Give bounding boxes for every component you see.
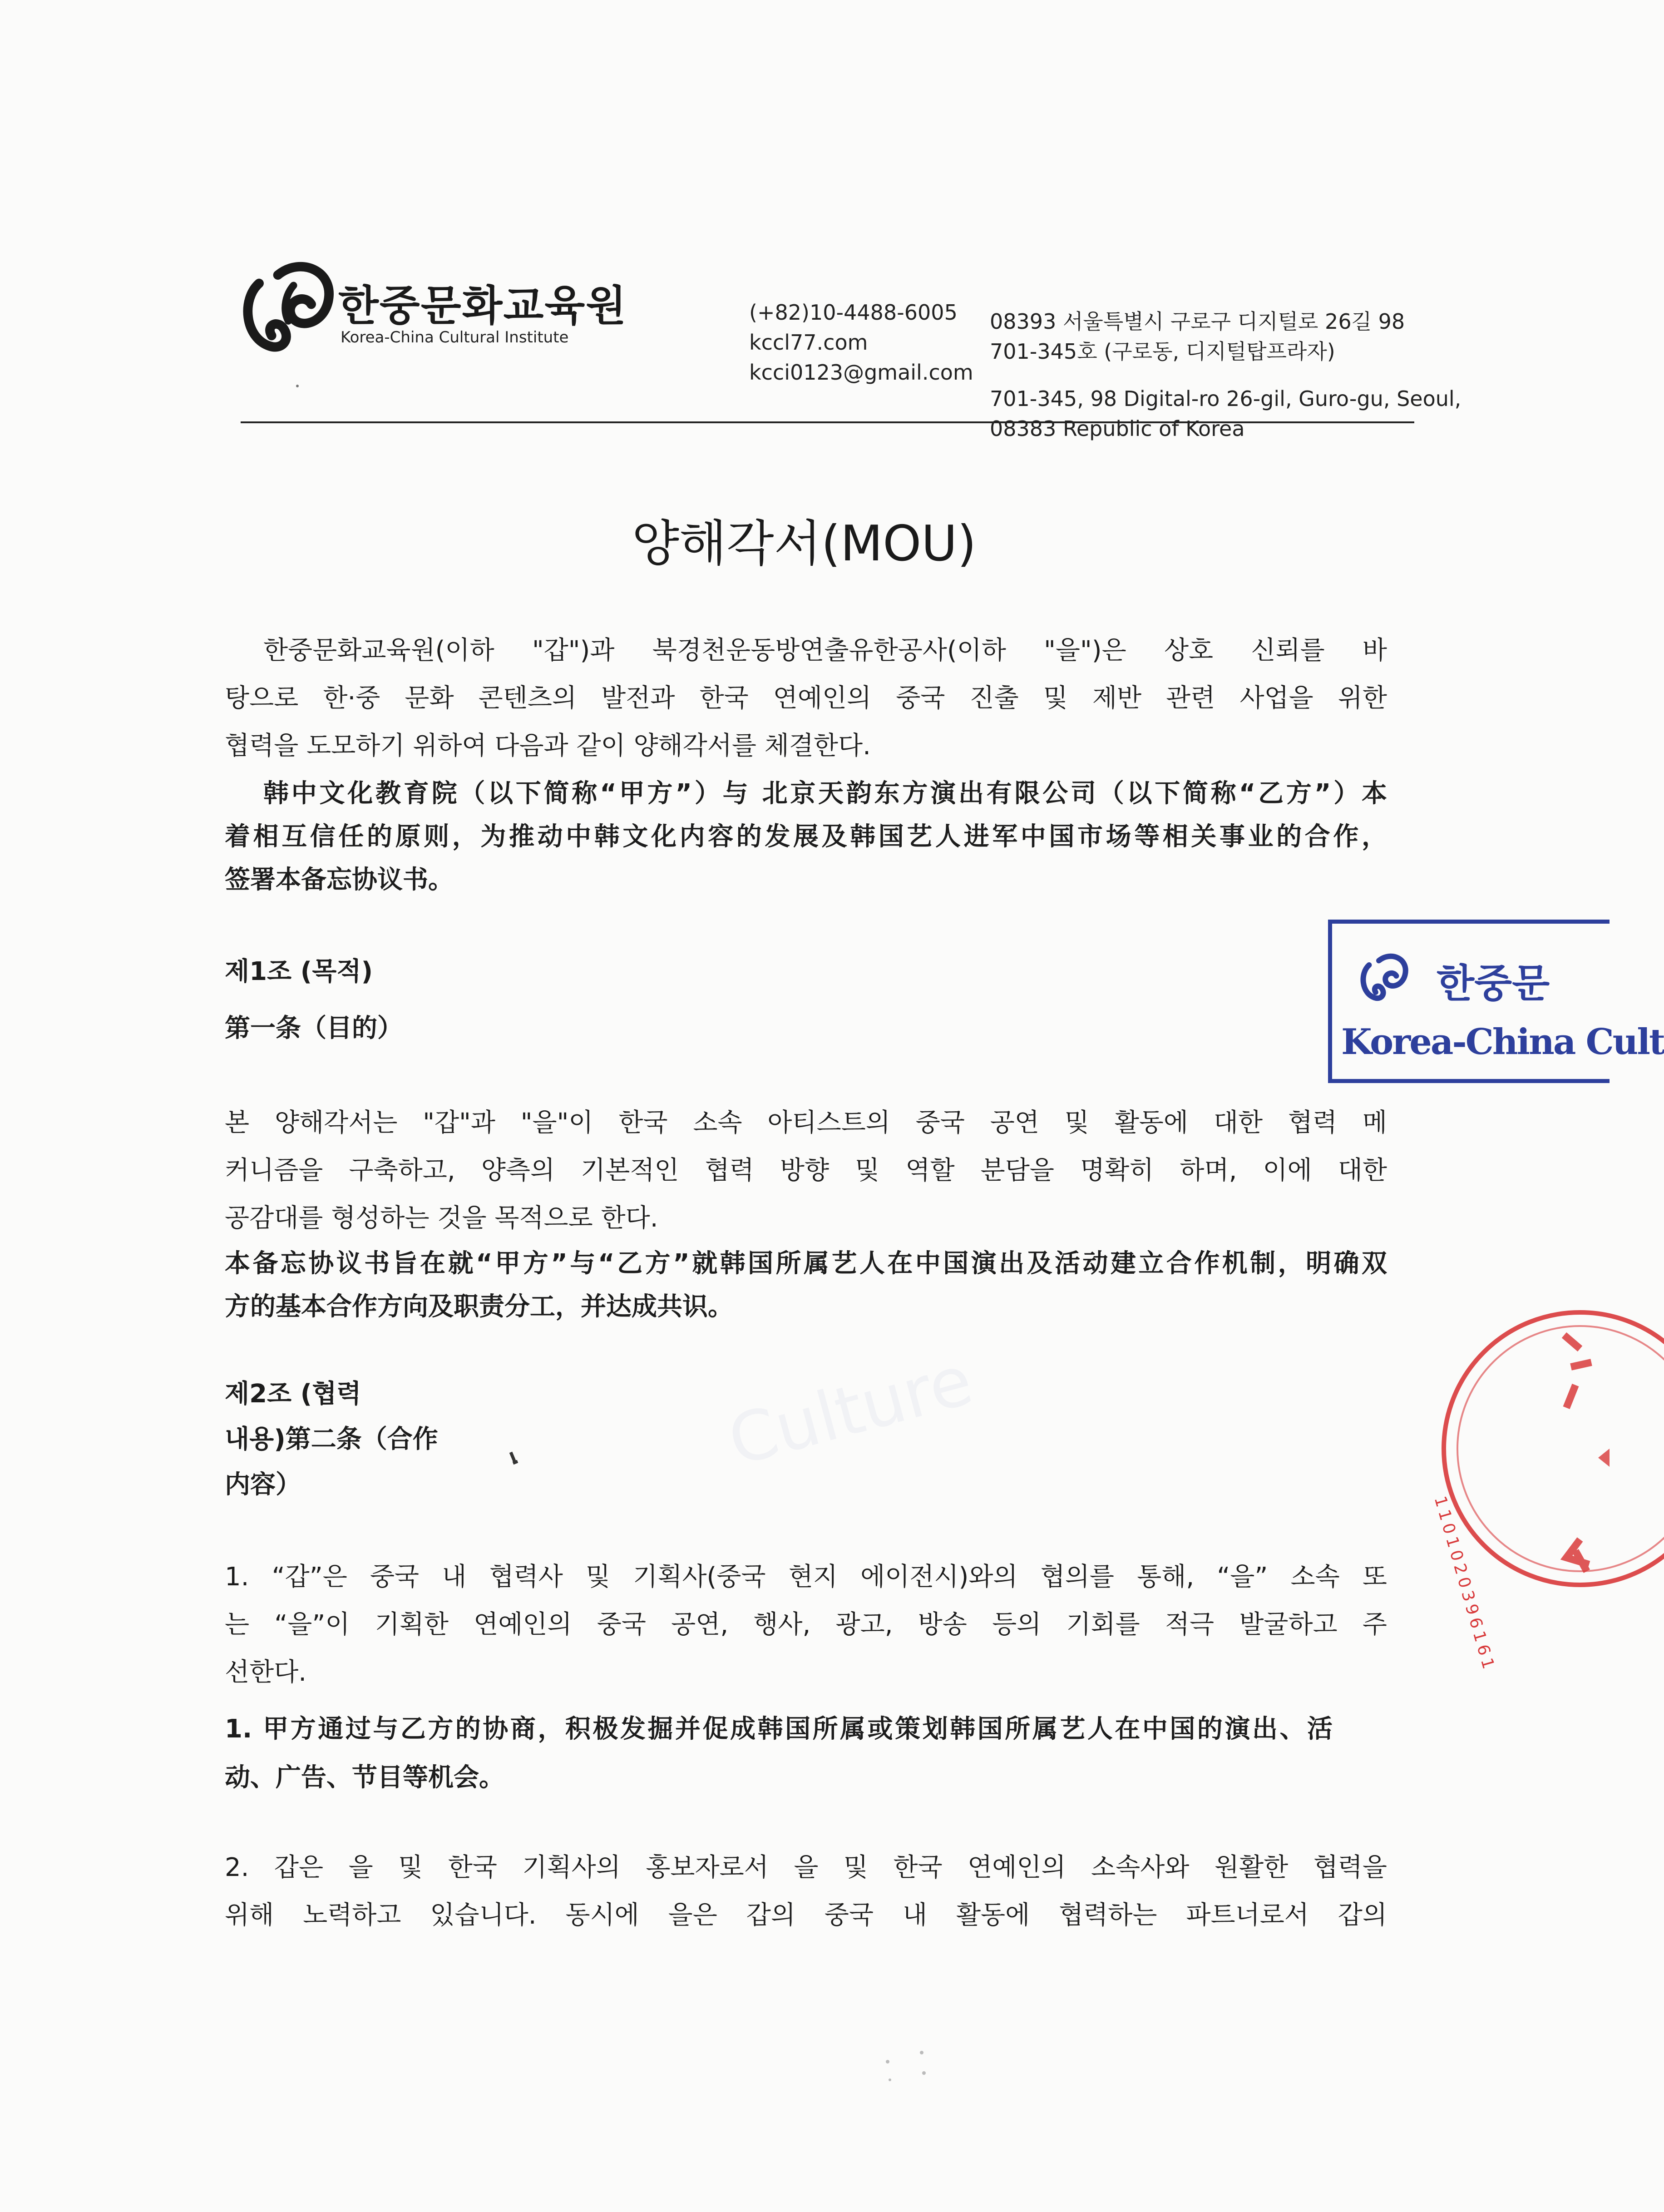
text-line: 선한다.: [225, 1658, 307, 1687]
address-ko-line: 701-345호 (구로동, 디지털탑프라자): [990, 339, 1335, 364]
address-en-line: 08383 Republic of Korea: [990, 416, 1245, 441]
text-line: 위해 노력하고 있습니다. 동시에 을은 갑의 중국 내 활동에 협력하는 파트너로서 갑의: [225, 1900, 1387, 1930]
text-line: 2. 갑은 을 및 한국 기획사의 홍보자로서 을 및 한국 연예인의 소속사와 원활한 협력을: [225, 1853, 1387, 1882]
faint-watermark: Culture: [720, 1341, 981, 1481]
article1-heading-ko: 제1조 (목적): [225, 957, 373, 986]
text-line: 1. 甲方通过与乙方的协商，积极发掘并促成韩国所属或策划韩国所属艺人在中国的演出、活: [225, 1714, 1333, 1744]
text-line: 커니즘을 구축하고, 양측의 기본적인 협력 방향 및 역할 분담을 명확히 하며, 이에 대한: [225, 1156, 1387, 1185]
text-line: 협력을 도모하기 위하여 다음과 같이 양해각서를 체결한다.: [225, 731, 871, 761]
contact-website: kccl77.com: [749, 330, 868, 355]
stamp-english-name: Korea-China Cult: [1341, 1021, 1664, 1063]
text-line: 1. “갑”은 중국 내 협력사 및 기획사(중국 현지 에이전시)와의 협의를 통해, “을” 소속 또: [225, 1562, 1387, 1592]
text-line: 韩中文化教育院（以下简称“甲方”）与 北京天韵东方演出有限公司（以下简称“乙方”）本: [263, 779, 1387, 808]
address-en-line: 701-345, 98 Digital-ro 26-gil, Guro-gu, Seoul,: [990, 386, 1462, 411]
text-line: 탕으로 한·중 문화 콘텐츠의 발전과 한국 연예인의 중국 진출 및 제반 관련 사업을 위한: [225, 683, 1387, 713]
text-line: 는 “을”이 기획한 연예인의 중국 공연, 행사, 광고, 방송 등의 기회를 적극 발굴하고 주: [225, 1610, 1387, 1639]
org-name-ko: 한중문화교육원: [338, 282, 627, 330]
document-title: 양해각서(MOU): [632, 515, 977, 572]
text-line: 공감대를 형성하는 것을 목적으로 한다.: [225, 1203, 658, 1233]
text-line: 본 양해각서는 "갑"과 "을"이 한국 소속 아티스트의 중국 공연 및 활동에 대한 협력 메: [225, 1108, 1387, 1138]
article1-heading-zh: 第一条（目的）: [225, 1014, 403, 1043]
text-line: 方的基本合作方向及职责分工，并达成共识。: [225, 1292, 733, 1321]
text-line: 着相互信任的原则，为推动中韩文化内容的发展及韩国艺人进军中国市场等相关事业的合作，: [225, 822, 1387, 851]
address-ko-line: 08393 서울특별시 구로구 디지털로 26길 98: [990, 309, 1405, 334]
text-line: 本备忘协议书旨在就“甲方”与“乙方”就韩国所属艺人在中国演出及活动建立合作机制，明确双: [225, 1249, 1387, 1278]
org-name-en: Korea-China Cultural Institute: [341, 328, 569, 346]
text-line: 签署本备忘协议书。: [225, 865, 454, 895]
heading-line: 제2조 (협력: [225, 1379, 361, 1409]
heading-line: 内容）: [225, 1470, 301, 1499]
text-line: 한중문화교육원(이하 "갑")과 북경천운동방연출유한공사(이하 "을")은 상호 신뢰를 바: [263, 636, 1387, 665]
text-line: 动、广告、节目等机会。: [225, 1763, 504, 1792]
contact-phone: (+82)10-4488-6005: [749, 300, 958, 325]
contact-email: kcci0123@gmail.com: [749, 360, 973, 385]
stamp-name: 한중문: [1437, 961, 1550, 1006]
heading-line: 내용)第二条（合作: [225, 1425, 438, 1454]
seal-number: 1101020396161: [1430, 1494, 1499, 1675]
